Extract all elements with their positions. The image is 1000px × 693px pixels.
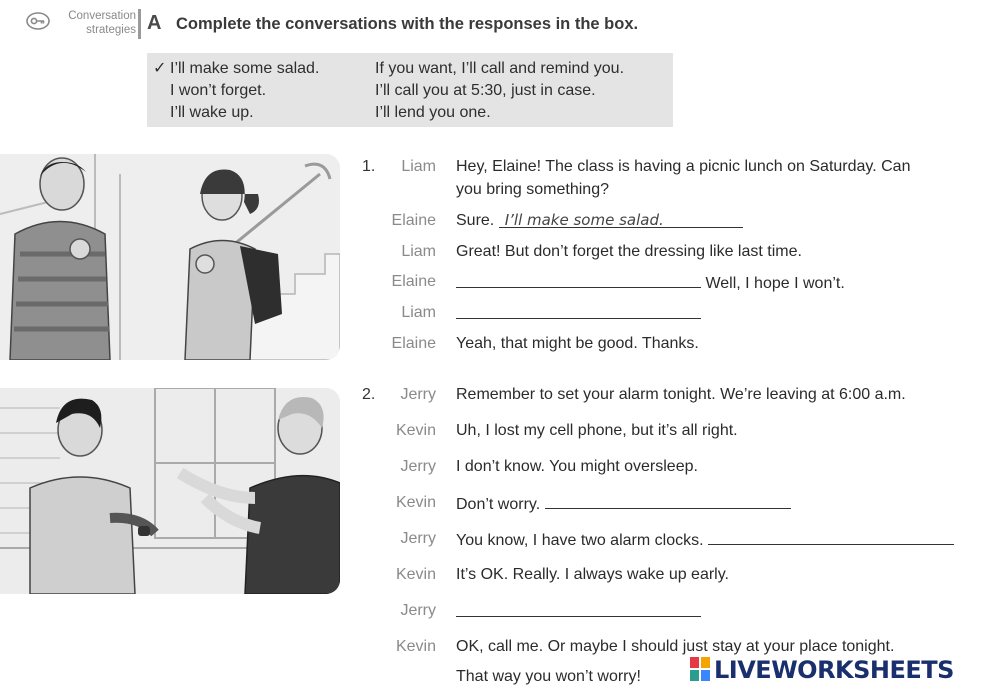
dialogue-line bbox=[456, 600, 701, 624]
liveworksheets-logo-icon bbox=[690, 657, 710, 681]
box-item: I won’t forget. bbox=[170, 82, 267, 99]
speaker-name: Kevin bbox=[395, 638, 436, 655]
illustration-liam-elaine bbox=[0, 154, 340, 360]
check-mark-icon: ✓ bbox=[153, 60, 167, 77]
dialogue-line: Uh, I lost my cell phone, but it’s all right. bbox=[456, 422, 738, 439]
dialogue-line bbox=[456, 302, 701, 326]
speaker-name: Jerry bbox=[400, 602, 436, 619]
dialogue-line: It’s OK. Really. I always wake up early. bbox=[456, 566, 729, 583]
key-icon bbox=[26, 12, 50, 30]
speaker-name: Kevin bbox=[395, 566, 436, 583]
answer-blank[interactable] bbox=[708, 528, 954, 545]
dialogue-line: Don’t worry. bbox=[456, 492, 791, 516]
box-item: I’ll call you at 5:30, just in case. bbox=[375, 82, 596, 99]
strategy-label: Conversation strategies bbox=[68, 10, 136, 36]
conversation-number: 1. bbox=[362, 158, 376, 175]
answer-blank[interactable] bbox=[545, 492, 791, 509]
answer-blank-filled[interactable]: I’ll make some salad. bbox=[499, 212, 743, 228]
speaker-name: Elaine bbox=[391, 273, 436, 290]
dialogue-line: I don’t know. You might oversleep. bbox=[456, 458, 698, 475]
speaker-name: Liam bbox=[401, 304, 436, 321]
dialogue-line: Hey, Elaine! The class is having a picnic lunch on Saturday. Can bbox=[456, 158, 911, 175]
box-item: I’ll lend you one. bbox=[375, 104, 491, 121]
speaker-name: Kevin bbox=[395, 422, 436, 439]
answer-blank[interactable] bbox=[456, 271, 701, 288]
speaker-name: Liam bbox=[401, 158, 436, 175]
speaker-name: Jerry bbox=[400, 458, 436, 475]
dialogue-line: You know, I have two alarm clocks. bbox=[456, 528, 954, 552]
speaker-name: Liam bbox=[401, 243, 436, 260]
speaker-name: Elaine bbox=[391, 335, 436, 352]
header-divider bbox=[138, 9, 141, 39]
speaker-name: Elaine bbox=[391, 212, 436, 229]
conversation-number: 2. bbox=[362, 386, 376, 403]
dialogue-line: Sure. I’ll make some salad. bbox=[456, 210, 743, 232]
section-letter: A bbox=[147, 12, 162, 34]
box-item: If you want, I’ll call and remind you. bbox=[375, 60, 625, 77]
answer-blank[interactable] bbox=[456, 600, 701, 617]
watermark-text: LIVEWORKSHEETS bbox=[714, 656, 954, 684]
box-item: I’ll wake up. bbox=[170, 104, 254, 121]
dialogue-line: you bring something? bbox=[456, 181, 609, 198]
dialogue-line: Well, I hope I won’t. bbox=[456, 271, 845, 295]
dialogue-line: That way you won’t worry! bbox=[456, 668, 641, 685]
box-item: I’ll make some salad. bbox=[170, 60, 320, 77]
answer-box bbox=[147, 53, 673, 127]
speaker-name: Jerry bbox=[400, 530, 436, 547]
dialogue-line: OK, call me. Or maybe I should just stay at your place tonight. bbox=[456, 638, 895, 655]
speaker-name: Jerry bbox=[400, 386, 436, 403]
dialogue-line: Great! But don’t forget the dressing like last time. bbox=[456, 243, 802, 260]
illustration-jerry-kevin bbox=[0, 388, 340, 594]
instructions: Complete the conversations with the responses in the box. bbox=[176, 15, 639, 33]
dialogue-line: Yeah, that might be good. Thanks. bbox=[456, 335, 699, 352]
speaker-name: Kevin bbox=[395, 494, 436, 511]
dialogue-line: Remember to set your alarm tonight. We’re leaving at 6:00 a.m. bbox=[456, 386, 906, 403]
answer-blank[interactable] bbox=[456, 302, 701, 319]
